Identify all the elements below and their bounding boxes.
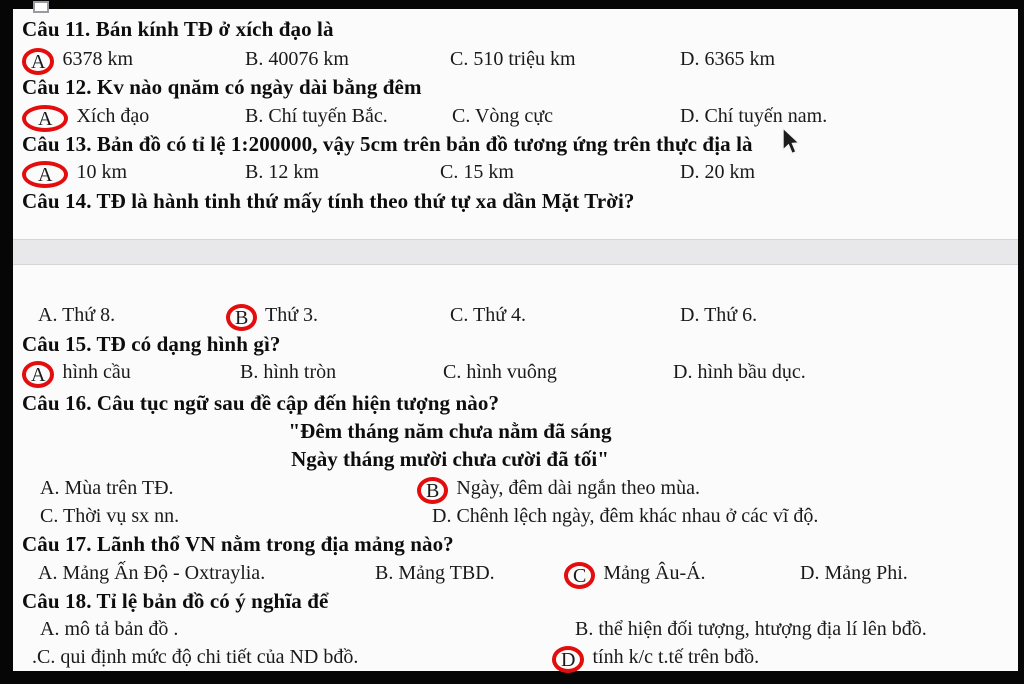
answer-letter: C.: [450, 304, 469, 326]
answer-text: Thời vụ sx nn.: [62, 505, 180, 527]
answer-text: 40076 km: [268, 48, 349, 70]
answer-option-q15-opts-0: [30, 360, 131, 384]
answer-option-q17-opts-3: [800, 561, 908, 585]
question-title-q18: Câu 18. Tỉ lệ bản đồ có ý nghĩa để: [22, 589, 329, 613]
answer-letter: B.: [375, 562, 394, 584]
question-title-q13: Câu 13. Bản đồ có tỉ lệ 1:200000, vậy 5cm trên bản đồ tương ứng trên thực địa là: [22, 132, 753, 156]
answer-letter: D.: [680, 48, 700, 70]
answer-letter: C.: [40, 505, 59, 527]
answer-text: hình tròn: [263, 361, 337, 383]
answer-option-q12-opts-0: [30, 104, 149, 128]
answer-text: Thứ 6.: [704, 304, 758, 326]
circled-answer-letter: C: [564, 562, 595, 589]
circled-answer-letter: B: [226, 304, 257, 331]
answer-text: Chênh lệch ngày, đêm khác nhau ở các vĩ độ.: [456, 505, 819, 527]
answer-text: Chí tuyến Bắc.: [268, 105, 388, 127]
answer-text: mô tả bản đồ .: [64, 618, 179, 640]
answer-letter: C.: [443, 361, 462, 383]
circled-answer-letter: A: [22, 161, 68, 188]
answer-text: 6378 km: [62, 48, 134, 70]
answer-option-q13-opts-1: [245, 160, 319, 184]
proverb-line: "Đêm tháng năm chưa nằm đã sáng: [288, 419, 612, 443]
answer-option-q16-opts-2-1: [432, 504, 818, 528]
answer-text: thể hiện đối tượng, htượng địa lí lên bđồ.: [598, 618, 927, 640]
answer-option-q12-opts-1: [245, 104, 388, 128]
answer-letter: B.: [245, 105, 264, 127]
answer-option-q15-opts-3: [673, 360, 806, 384]
proverb-line: Ngày tháng mười chưa cười đã tối": [291, 447, 609, 471]
answer-text: Mảng Phi.: [824, 562, 908, 584]
answer-text: 12 km: [268, 161, 319, 183]
answer-letter: D.: [432, 505, 452, 527]
answer-text: hình vuông: [466, 361, 557, 383]
circled-answer-letter: A: [22, 48, 54, 75]
answer-option-q12-opts-3: [680, 104, 827, 128]
answer-text: 20 km: [704, 161, 756, 183]
answer-option-q18-opts-1-0: [40, 617, 178, 641]
answer-text: Mảng Ấn Độ - Oxtraylia.: [62, 562, 266, 584]
answer-option-q11-opts-1: [245, 47, 349, 71]
answer-option-q17-opts-2: [572, 561, 706, 585]
answer-letter: C.: [452, 105, 471, 127]
circled-answer-letter: A: [22, 361, 54, 388]
answer-option-q11-opts-0: [30, 47, 133, 71]
answer-letter: D.: [680, 304, 700, 326]
answer-letter: A.: [38, 304, 58, 326]
question-title-q16: Câu 16. Câu tục ngữ sau đề cập đến hiện tượng nào?: [22, 391, 500, 415]
answer-letter: B.: [575, 618, 594, 640]
question-title-q14: Câu 14. TĐ là hành tinh thứ mấy tính theo thứ tự xa dần Mặt Trời?: [22, 189, 635, 213]
answer-option-q14-opts-2: [450, 303, 526, 327]
answer-letter: B.: [245, 161, 264, 183]
answer-letter: D.: [680, 161, 700, 183]
checkbox[interactable]: [33, 1, 49, 13]
answer-option-q18-opts-2-0: [32, 645, 358, 669]
right-frame-bar: [1018, 0, 1024, 684]
answer-letter: B.: [240, 361, 259, 383]
answer-text: Thứ 8.: [62, 304, 116, 326]
answer-text: Vòng cực: [474, 105, 554, 127]
answer-letter: A.: [40, 477, 60, 499]
answer-letter: D.: [680, 105, 700, 127]
answer-option-q18-opts-2-1: [560, 645, 759, 669]
answer-text: 15 km: [463, 161, 514, 183]
left-frame-bar: [0, 0, 13, 684]
answer-text: Mùa trên TĐ.: [64, 477, 174, 499]
answer-option-q15-opts-1: [240, 360, 336, 384]
bottom-frame-bar: [0, 671, 1024, 684]
answer-option-q16-opts-1-0: [40, 476, 174, 500]
question-title-q12: Câu 12. Kv nào qnăm có ngày dài bằng đêm: [22, 75, 422, 99]
circled-answer-letter: A: [22, 105, 68, 132]
circled-answer-letter: B: [417, 477, 448, 504]
answer-text: tính k/c t.tế trên bđồ.: [592, 646, 760, 668]
answer-option-q14-opts-0: [38, 303, 115, 327]
answer-option-q14-opts-1: [234, 303, 318, 327]
question-title-q17: Câu 17. Lãnh thổ VN nằm trong địa mảng nào?: [22, 532, 454, 556]
top-frame-bar: [0, 0, 1024, 9]
answer-text: hình cầu: [62, 361, 131, 383]
answer-option-q18-opts-1-1: [575, 617, 927, 641]
mouse-cursor-icon: [779, 126, 803, 158]
answer-option-q11-opts-3: [680, 47, 775, 71]
answer-text: 510 triệu km: [473, 48, 576, 70]
answer-text: Mảng Âu-Á.: [603, 562, 706, 584]
section-divider: [0, 239, 1024, 265]
answer-option-q13-opts-2: [440, 160, 514, 184]
answer-text: hình bầu dục.: [697, 361, 806, 383]
answer-text: Ngày, đêm dài ngắn theo mùa.: [456, 477, 700, 499]
answer-option-q12-opts-2: [452, 104, 553, 128]
question-title-q11: Câu 11. Bán kính TĐ ở xích đạo là: [22, 17, 334, 41]
answer-text: Xích đạo: [76, 105, 150, 127]
answer-text: 10 km: [76, 161, 128, 183]
answer-letter: D.: [800, 562, 820, 584]
question-title-q15: Câu 15. TĐ có dạng hình gì?: [22, 332, 281, 356]
answer-letter: C.: [440, 161, 459, 183]
answer-option-q11-opts-2: [450, 47, 576, 71]
answer-option-q17-opts-0: [38, 561, 265, 585]
answer-letter: D.: [673, 361, 693, 383]
answer-letter: A.: [40, 618, 60, 640]
answer-text: Thứ 3.: [264, 304, 319, 326]
answer-text: Mảng TBD.: [398, 562, 495, 584]
circled-answer-letter: D: [552, 646, 584, 673]
answer-option-q17-opts-1: [375, 561, 495, 585]
answer-letter: C.: [450, 48, 469, 70]
answer-option-q13-opts-3: [680, 160, 755, 184]
answer-option-q16-opts-1-1: [425, 476, 700, 500]
answer-text: 6365 km: [704, 48, 776, 70]
answer-option-q14-opts-3: [680, 303, 757, 327]
answer-letter: B.: [245, 48, 264, 70]
answer-text: Thứ 4.: [472, 304, 527, 326]
answer-option-q15-opts-2: [443, 360, 557, 384]
answer-text: qui định mức độ chi tiết của ND bđồ.: [60, 646, 359, 668]
answer-letter: .C.: [32, 646, 56, 668]
answer-letter: A.: [38, 562, 58, 584]
answer-option-q13-opts-0: [30, 160, 127, 184]
answer-option-q16-opts-2-0: [40, 504, 179, 528]
answer-text: Chí tuyến nam.: [704, 105, 828, 127]
